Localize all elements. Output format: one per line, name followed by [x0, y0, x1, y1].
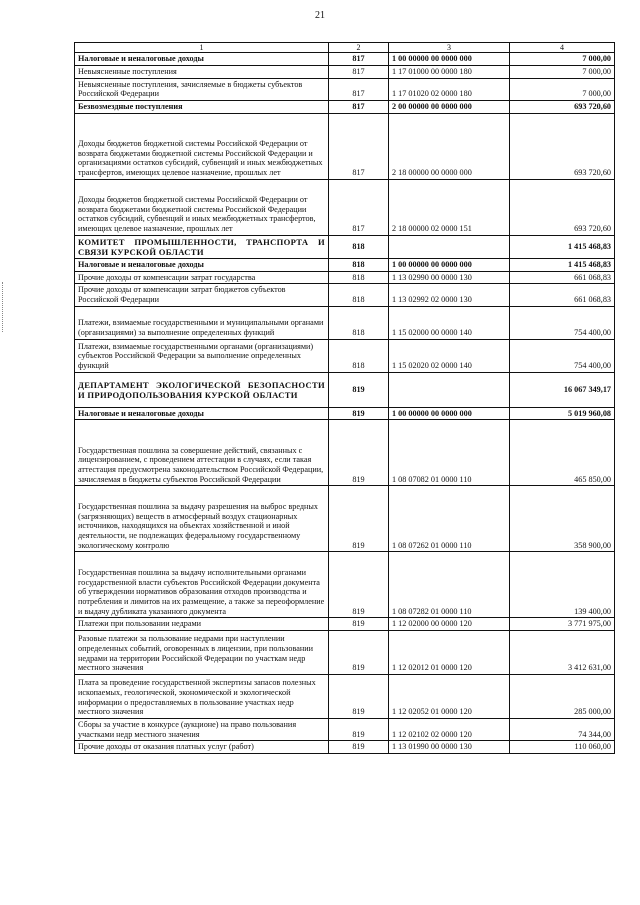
row-code-cell: 819	[329, 719, 389, 741]
table-row	[75, 719, 615, 741]
table-row	[75, 53, 615, 66]
header-col-4: 4	[510, 43, 615, 53]
table-row	[75, 101, 615, 114]
row-kbk-cell: 2 00 00000 00 0000 000	[389, 101, 510, 114]
table-row	[75, 486, 615, 552]
row-code-cell: 819	[329, 675, 389, 719]
table-row	[75, 552, 615, 618]
row-kbk-cell: 1 08 07082 01 0000 110	[389, 420, 510, 486]
row-name-cell: Государственная пошлина за выдачу исполнительными органами государственной власти субъектов Российской Федерации документа об утверждении нормативов образования отходов производства и потребления и лимитов на их размещение, а также за переоформление и выдачу дубликата указанного документа	[75, 552, 329, 618]
row-code-cell: 817	[329, 113, 389, 179]
row-amount-cell: 5 019 960,08	[510, 407, 615, 420]
row-amount-cell: 754 400,00	[510, 306, 615, 339]
row-kbk-cell: 1 08 07262 01 0000 110	[389, 486, 510, 552]
table-row	[75, 420, 615, 486]
row-code-cell: 818	[329, 306, 389, 339]
row-kbk-cell: 1 13 02992 02 0000 130	[389, 284, 510, 306]
row-kbk-cell: 1 15 02020 02 0000 140	[389, 339, 510, 372]
table-row	[75, 113, 615, 179]
row-name-cell: Государственная пошлина за совершение действий, связанных с лицензированием, с проведением аттестации в случаях, если такая аттестация предусмотрена законодательством Российской Федерации, зачисляемая в бюджеты субъектов Российской Федерации	[75, 420, 329, 486]
row-code-cell: 817	[329, 53, 389, 66]
row-code-cell: 819	[329, 631, 389, 675]
table-row	[75, 78, 615, 100]
table-row	[75, 306, 615, 339]
row-code-cell: 819	[329, 618, 389, 631]
row-amount-cell: 110 060,00	[510, 741, 615, 754]
row-kbk-cell: 1 17 01020 02 0000 180	[389, 78, 510, 100]
row-amount-cell: 3 412 631,00	[510, 631, 615, 675]
row-kbk-cell: 1 12 02102 02 0000 120	[389, 719, 510, 741]
row-kbk-cell: 1 00 00000 00 0000 000	[389, 259, 510, 272]
row-code-cell: 819	[329, 407, 389, 420]
row-kbk-cell: 1 00 00000 00 0000 000	[389, 53, 510, 66]
row-name-cell: Прочие доходы от компенсации затрат государства	[75, 271, 329, 284]
row-code-cell: 818	[329, 271, 389, 284]
header-col-3: 3	[389, 43, 510, 53]
row-kbk-cell	[389, 372, 510, 407]
row-kbk-cell: 1 08 07282 01 0000 110	[389, 552, 510, 618]
row-amount-cell: 7 000,00	[510, 78, 615, 100]
row-amount-cell: 7 000,00	[510, 66, 615, 79]
row-code-cell: 819	[329, 486, 389, 552]
row-kbk-cell: 1 00 00000 00 0000 000	[389, 407, 510, 420]
row-name-cell: Налоговые и неналоговые доходы	[75, 259, 329, 272]
row-kbk-cell: 1 17 01000 00 0000 180	[389, 66, 510, 79]
header-col-2: 2	[329, 43, 389, 53]
row-amount-cell: 693 720,60	[510, 101, 615, 114]
row-kbk-cell: 1 15 02000 00 0000 140	[389, 306, 510, 339]
row-amount-cell: 139 400,00	[510, 552, 615, 618]
row-name-cell: Налоговые и неналоговые доходы	[75, 407, 329, 420]
table-row	[75, 631, 615, 675]
row-amount-cell: 74 344,00	[510, 719, 615, 741]
row-name-cell: Разовые платежи за пользование недрами при наступлении определенных событий, оговоренных в лицензии, при пользовании недрами на территории Российской Федерации по участкам недр местного значения	[75, 631, 329, 675]
row-amount-cell: 661 068,83	[510, 284, 615, 306]
table-row	[75, 179, 615, 235]
row-amount-cell: 358 900,00	[510, 486, 615, 552]
row-amount-cell: 1 415 468,83	[510, 259, 615, 272]
table-row	[75, 675, 615, 719]
header-col-1: 1	[75, 43, 329, 53]
revenue-table	[74, 42, 615, 754]
row-amount-cell: 693 720,60	[510, 179, 615, 235]
row-code-cell: 819	[329, 552, 389, 618]
row-code-cell: 817	[329, 179, 389, 235]
row-amount-cell: 285 000,00	[510, 675, 615, 719]
row-name-cell: Государственная пошлина за выдачу разрешения на выброс вредных (загрязняющих) веществ в атмосферный воздух стационарных источников, находящихся на объектах хозяйственной и иной деятельности, не подлежащих федеральному государственному экологическому контролю	[75, 486, 329, 552]
row-kbk-cell: 1 12 02000 00 0000 120	[389, 618, 510, 631]
row-code-cell: 818	[329, 259, 389, 272]
table-row	[75, 66, 615, 79]
row-code-cell: 817	[329, 78, 389, 100]
table-row	[75, 339, 615, 372]
row-name-cell: Невыясненные поступления	[75, 66, 329, 79]
row-name-cell: Прочие доходы от компенсации затрат бюджетов субъектов Российской Федерации	[75, 284, 329, 306]
row-code-cell: 817	[329, 101, 389, 114]
row-amount-cell: 693 720,60	[510, 113, 615, 179]
row-name-cell: КОМИТЕТ ПРОМЫШЛЕННОСТИ, ТРАНСПОРТА И СВЯЗИ КУРСКОЙ ОБЛАСТИ	[75, 235, 329, 258]
row-amount-cell: 7 000,00	[510, 53, 615, 66]
table-header-row	[75, 43, 615, 53]
table-row	[75, 741, 615, 754]
row-kbk-cell	[389, 235, 510, 258]
table-body	[75, 53, 615, 754]
row-kbk-cell: 1 13 02990 00 0000 130	[389, 271, 510, 284]
row-kbk-cell: 2 18 00000 02 0000 151	[389, 179, 510, 235]
row-name-cell: Невыясненные поступления, зачисляемые в бюджеты субъектов Российской Федерации	[75, 78, 329, 100]
row-name-cell: Платежи, взимаемые государственными органами (организациями) субъектов Российской Федерации за выполнение определенных функций	[75, 339, 329, 372]
row-name-cell: Доходы бюджетов бюджетной системы Российской Федерации от возврата бюджетами бюджетной системы Российской Федерации и организациями остатков субсидий, субвенций и иных межбюджетных трансфертов, имеющих целевое назначение, прошлых лет	[75, 113, 329, 179]
row-code-cell: 819	[329, 420, 389, 486]
row-name-cell: Прочие доходы от оказания платных услуг (работ)	[75, 741, 329, 754]
row-code-cell: 819	[329, 741, 389, 754]
row-amount-cell: 16 067 349,17	[510, 372, 615, 407]
row-code-cell: 818	[329, 339, 389, 372]
row-name-cell: Безвозмездные поступления	[75, 101, 329, 114]
department-row	[75, 235, 615, 258]
row-name-cell: ДЕПАРТАМЕНТ ЭКОЛОГИЧЕСКОЙ БЕЗОПАСНОСТИ И ПРИРОДОПОЛЬЗОВАНИЯ КУРСКОЙ ОБЛАСТИ	[75, 372, 329, 407]
row-amount-cell: 3 771 975,00	[510, 618, 615, 631]
table-row	[75, 618, 615, 631]
row-amount-cell: 465 850,00	[510, 420, 615, 486]
row-code-cell: 819	[329, 372, 389, 407]
row-name-cell: Платежи, взимаемые государственными и муниципальными органами (организациями) за выполнение определенных функций	[75, 306, 329, 339]
table-row	[75, 284, 615, 306]
row-name-cell: Налоговые и неналоговые доходы	[75, 53, 329, 66]
row-name-cell: Платежи при пользовании недрами	[75, 618, 329, 631]
row-kbk-cell: 1 13 01990 00 0000 130	[389, 741, 510, 754]
row-amount-cell: 661 068,83	[510, 271, 615, 284]
row-kbk-cell: 1 12 02012 01 0000 120	[389, 631, 510, 675]
row-amount-cell: 1 415 468,83	[510, 235, 615, 258]
table-row	[75, 259, 615, 272]
row-name-cell: Сборы за участие в конкурсе (аукционе) на право пользования участками недр местного значения	[75, 719, 329, 741]
row-code-cell: 817	[329, 66, 389, 79]
row-name-cell: Доходы бюджетов бюджетной системы Российской Федерации от возврата бюджетами бюджетной системы Российской Федерации остатков субсидий, субвенций и иных межбюджетных трансфертов, имеющих целевое назначение, прошлых лет	[75, 179, 329, 235]
table-row	[75, 407, 615, 420]
row-amount-cell: 754 400,00	[510, 339, 615, 372]
row-code-cell: 818	[329, 235, 389, 258]
row-kbk-cell: 1 12 02052 01 0000 120	[389, 675, 510, 719]
row-name-cell: Плата за проведение государственной экспертизы запасов полезных ископаемых, геологической, экономической и экологической информации о предоставляемых в пользование участках недр местного значения	[75, 675, 329, 719]
margin-mark	[2, 282, 4, 332]
table-row	[75, 271, 615, 284]
page-number: 21	[315, 10, 325, 21]
row-kbk-cell: 2 18 00000 00 0000 000	[389, 113, 510, 179]
department-row	[75, 372, 615, 407]
row-code-cell: 818	[329, 284, 389, 306]
